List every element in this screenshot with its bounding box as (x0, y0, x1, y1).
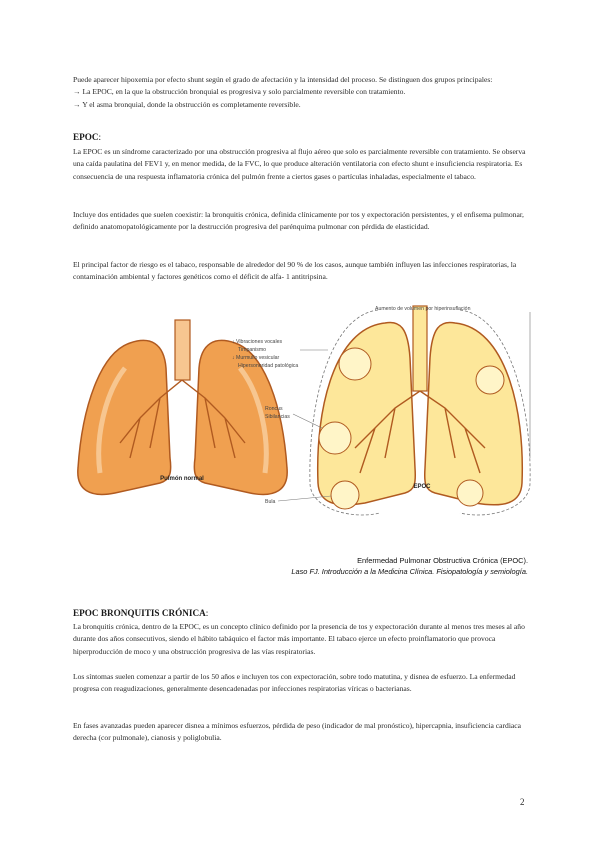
intro-bullet-asma: → Y el asma bronquial, donde la obstrucción es completamente reversible. (73, 99, 301, 109)
epoc-lungs-illustration (318, 306, 523, 509)
hyperinflation-label: Aumento de volumen por hiperinsuflación (375, 306, 471, 312)
intro-paragraph (73, 74, 530, 111)
section-heading-epoc: EPOC: (73, 132, 102, 142)
epoc-paragraph-3: El principal factor de riesgo es el tabaco, responsable de alrededor del 90 % de los casos, aunque también influyen las infecciones respiratorias, la contaminación ambiental y factores genéticos como el déficit de alfa- 1 antitripsina. (73, 260, 517, 282)
bronquitis-paragraph-2: Los síntomas suelen comenzar a partir de los 50 años e incluyen tos con expectoración, sobre todo matutina, y disnea de esfuerzo. La enfermedad progresa con reagudizaciones, generalmente desencadenadas por infecciones respiratorias víricas o bacterianas. (73, 672, 516, 694)
sibilancias-label: Sibilancias (265, 414, 290, 420)
bronquitis-paragraph-1: La bronquitis crónica, dentro de la EPOC, es un concepto clínico definido por la presencia de tos y expectoración durante al menos tres meses al año durante dos años consecutivos, siendo el hábito tabáquico el factor más importante. El tabaco ejerce un efecto proinflamatorio que provoca hiperproducción de moco y una obstrucción progresiva de las vías respiratorias. (73, 622, 525, 656)
vibraciones-label: ↓ Vibraciones vocales (232, 339, 283, 345)
caption-source: Laso FJ. Introducción a la Medicina Clínica. Fisiopatología y semiología. (291, 566, 528, 576)
page-number: 2 (520, 797, 525, 807)
roncus-label: Roncus (265, 406, 283, 412)
bula-label: Bula (265, 499, 276, 505)
caption-title: Enfermedad Pulmonar Obstructiva Crónica (EPOC). (357, 556, 528, 565)
figure-caption (291, 556, 528, 577)
normal-lung-label: Pulmón normal (160, 476, 204, 482)
intro-line: Puede aparecer hipoxemia por efecto shunt según el grado de afectación y la intensidad del proceso. Se distinguen dos grupos principales: (73, 75, 493, 84)
murmullo-label: ↓ Murmullo vesicular (232, 355, 280, 361)
epoc-paragraph-2: Incluye dos entidades que suelen coexistir: la bronquitis crónica, definida clínicamente por tos y expectoración persistentes, y el enfisema pulmonar, definido anatomopatológicamente por la destrucción progresiva del parénquima pulmonar con pérdida de elasticidad. (73, 210, 524, 232)
lung-comparison-figure (60, 298, 540, 538)
timpanismo-label: Timpanismo (238, 347, 267, 353)
section-heading-bronquitis: EPOC BRONQUITIS CRÓNICA: (73, 608, 209, 618)
bronquitis-paragraph-3: En fases avanzadas pueden aparecer disnea a mínimos esfuerzos, pérdida de peso (indicador de mal pronóstico), hipercapnia, insuficiencia cardiaca derecha (cor pulmonale), cianosis y poliglobulia. (73, 721, 522, 743)
hipersonoridad-label: Hipersonoridad patológica (238, 363, 299, 369)
epoc-lung-label: EPOC (413, 484, 431, 490)
epoc-paragraph-1: La EPOC es un síndrome caracterizado por una obstrucción progresiva al flujo aéreo que solo es parcialmente reversible con tratamiento. Se observa una caída paulatina del FEV1 y, en menor medida, de la FVC, lo que produce alteración ventilatoria con efecto shunt e insuficiencia respiratoria. Es consecuencia de una respuesta inflamatoria crónica del pulmón frente a ciertos gases o partículas inhaladas, especialmente el tabaco. (73, 147, 526, 181)
intro-bullet-epoc: → La EPOC, en la que la obstrucción bronquial es progresiva y solo parcialmente reversible con tratamiento. (73, 87, 406, 97)
